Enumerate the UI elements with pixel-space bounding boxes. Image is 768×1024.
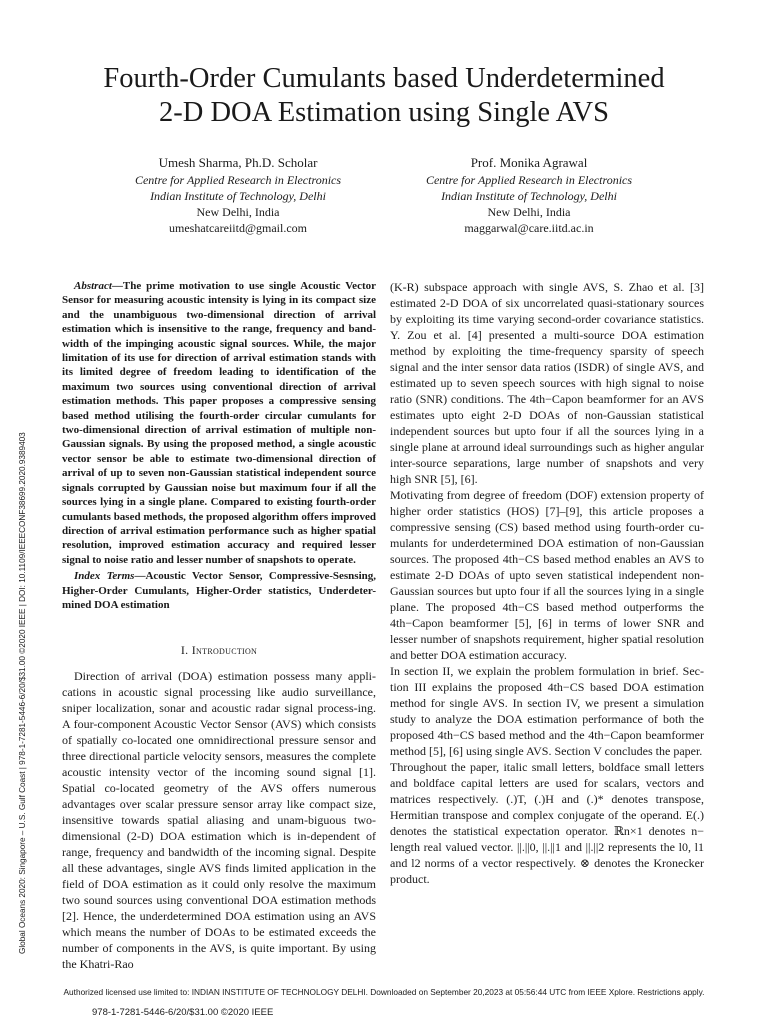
author-name: Umesh Sharma, Ph.D. Scholar — [158, 155, 318, 170]
body-paragraph: Motivating from degree of freedom (DOF) extension property of higher order statistics (HOS) [7]–[9], this article proposes a compressive sensing (CS) based method using fourth-order cu-mulants for underdetermined DOA estimation of non-Gaussian sources. The proposed 4th−CS based method enables an AVS to estimate 2-D DOAs of upto seven statistical independent non-Gaussian sources but upto four if all the sources lying in a single plane. The proposed 4th−CS based method outperforms the 4th−Capon beamformer [5], [6] in terms of lower SNR and lesser number of snapshots requirement, higher spatial resolution and better DOA estimation accuracy. — [390, 488, 704, 662]
section-title: Introduction — [191, 643, 258, 658]
conference-sidebar-text: Global Oceans 2020: Singapore – U.S. Gulf Coast | 978-1-7281-5446-6/20/$31.00 ©2020 IEEE | DOI: 10.1109/IEEECONF38699.2020.9389403 — [18, 432, 27, 954]
author-institute: Indian Institute of Technology, Delhi — [441, 189, 617, 203]
index-terms — [62, 569, 376, 612]
abstract-label: Abstract — [74, 280, 112, 292]
license-notice: Authorized licensed use limited to: INDIAN INSTITUTE OF TECHNOLOGY DELHI. Downloaded on September 20,2023 at 05:56:44 UTC from IEEE Xplore. Restrictions apply. — [63, 987, 705, 997]
isbn-footer: 978-1-7281-5446-6/20/$31.00 ©2020 IEEE — [92, 1007, 274, 1018]
body-paragraph: In section II, we explain the problem formulation in brief. Sec-tion III explains the proposed 4th−CS based DOA estimation method for single AVS. In section IV, we present a simulation study to analyze the DOA estimation performance of both the proposed 4th−CS based method and the 4th−Capon beamformer method [5], [6] using single AVS. Section V concludes the paper. — [390, 664, 704, 758]
right-column — [390, 279, 704, 887]
author-institute: Indian Institute of Technology, Delhi — [150, 189, 326, 203]
left-column — [62, 279, 376, 972]
author-email: umeshatcareiitd@gmail.com — [168, 221, 307, 235]
index-terms-label: Index Terms — [74, 570, 135, 583]
abstract — [62, 279, 376, 567]
paper-title — [60, 62, 708, 130]
abstract-text: —The prime motivation to use single Acoustic Vector Sensor for measuring acoustic intensity is lying in its compact size and the unambiguous two-dimensional direction of arrival estimation which is insensitive to the range, frequency and band-width of the impinging acoustic signal sources. While, the major limitation of its use for direction of arrival estimation stands with its limited degree of freedom leading to identification of the maximum two sources using conventional direction of arrival estimation methods. This paper proposes a compressive sensing based method utilising the fourth-order circular cumulants for two-dimensional direction of arrival estimation of multiple non-Gaussian signals. By using the proposed method, a single acoustic vector sensor be able to estimate two-dimensional direction of arrival of up to seven non-Gaussian statistical independent source signals corrupted by Gaussian noise but maximum four if all the sources lying in a single plane. Compared to existing fourth-order cumulants based methods, the proposed algorithm offers improved direction of arrival estimation performance such as higher spatial resolution, improved estimation accuracy and required lesser signal to noise ratio and lesser number of snapshots to operate. — [62, 280, 376, 566]
body-paragraph: (K-R) subspace approach with single AVS, S. Zhao et al. [3] estimated 2-D DOA of six uncorrelated quasi-stationary sources by exploiting its time varying second-order covariance statistics. Y. Zou et al. [4] presented a multi-source DOA estimation method by exploiting the time-frequency sparsity of speech signal and the inter sensor data ratios (ISDR) of single AVS, and estimated up to seven speech sources with high signal to noise ratio (SNR) conditions. The 4th−Capon beamformer for an AVS estimates upto eight 2-D DOAs of non-Gaussian statistical independent sources but upto four if all the sources lying in a single plane at arround ideal surroundings such as higher angular inter-source separations, large number of snapshots and very high SNR [5], [6]. — [390, 280, 704, 486]
author-name: Prof. Monika Agrawal — [470, 155, 588, 170]
body-paragraph: Direction of arrival (DOA) estimation possess many appli-cations in acoustic signal processing like audio surveillance, sniper localization, sonar and acoustic radar signal process-ing. A four-component Acoustic Vector Sensor (AVS) which consists of spatially co-located one omnidirectional pressure sensor and three directional particle velocity sensors, measures the complete acoustic intensity vector of the incoming sound signal [1]. Spatial co-located geometry of the AVS offers numerous advantages over scalar pressure sensor array like compact size, insensitive towards spatial aliasing and unam-biguous two-dimensional (2-D) DOA estimation which is in-dependent of range, frequency and bandwidth of the incoming signal. Despite all these advantages, single AVS finds limited application in the field of DOA estimation as it could only resolve the maximum two sound sources using conventional DOA estimation methods [2]. Hence, the underdetermined DOA estimation using an AVS which means the number of DOAs to be estimated exceeds the number of components in the AVS, is quite important. By using the Khatri-Rao — [62, 669, 376, 972]
section-number: I. — [180, 643, 189, 658]
paper-title-line-1: Fourth-Order Cumulants based Underdetermined — [103, 63, 665, 94]
author-email: maggarwal@care.iitd.ac.in — [464, 221, 594, 235]
author-location: New Delhi, India — [487, 205, 571, 219]
index-terms-text: —Acoustic Vector Sensor, Compressive-Sesnsing, Higher-Order Cumulants, Higher-Order statistics, Underdeter-mined DOA estimation — [62, 570, 376, 611]
author-block-2 — [379, 154, 679, 236]
author-block-1 — [88, 154, 388, 236]
author-department: Centre for Applied Research in Electronics — [134, 173, 342, 187]
body-paragraph: Throughout the paper, italic small letters, boldface small letters and boldface capital letters are used for scalars, vectors and matrices respectively. (.)T, (.)H and (.)* denotes transpose, Hermitian transpose and complex conjugate of the operand. E(.) denotes the statistical expectation operator. ℝn×1 denotes n− length real valued vector. ||.||0, ||.||1 and ||.||2 represents the l0, l1 and l2 norms of a vector respectively. ⊗ denotes the Kronecker product. — [390, 760, 704, 886]
section-heading-introduction — [62, 642, 376, 658]
author-department: Centre for Applied Research in Electronics — [425, 173, 633, 187]
author-location: New Delhi, India — [196, 205, 280, 219]
paper-title-line-2: 2-D DOA Estimation using Single AVS — [159, 97, 609, 128]
